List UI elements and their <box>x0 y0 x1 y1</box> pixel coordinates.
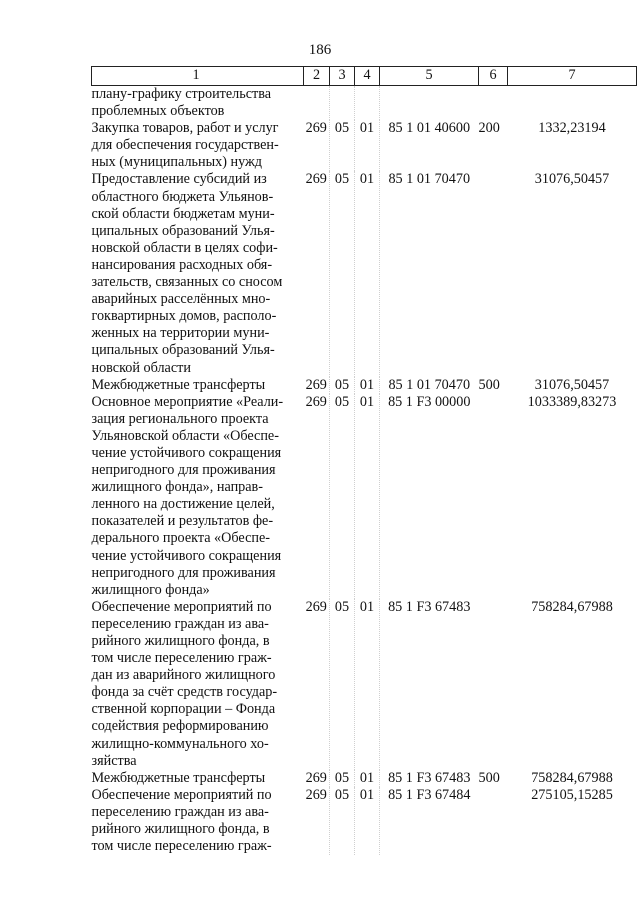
description-line: зация регионального проекта <box>91 410 269 427</box>
section-code: 05 <box>330 394 355 599</box>
expense-type-code <box>479 394 508 599</box>
amount: 758284,67988 <box>531 598 613 615</box>
header-col-6: 6 <box>479 67 508 86</box>
subsection-code: 01 <box>355 394 380 599</box>
target-article-code: 85 1 01 70470 <box>388 171 471 188</box>
description-line: жилищно-коммунального хо- <box>91 735 269 752</box>
section-code <box>330 86 355 121</box>
expense-type-code: 500 <box>478 769 500 786</box>
table-row <box>92 787 637 855</box>
target-article-code: 85 1 F3 00000 <box>388 393 471 410</box>
subsection-code: 01 <box>355 787 380 855</box>
section-code: 05 <box>330 787 355 855</box>
target-article-code: 85 1 F3 67483 <box>388 598 471 615</box>
subsection-code: 01 <box>355 599 380 770</box>
description-line: новской области <box>91 359 191 376</box>
expense-type-code <box>479 787 508 855</box>
description-line: областного бюджета Ульянов- <box>91 188 274 205</box>
admin-code: 269 <box>304 377 330 394</box>
description-line: фонда за счёт средств государ- <box>91 684 278 701</box>
description-line: Межбюджетные трансферты <box>91 376 266 393</box>
description-line: чение устойчивого сокращения <box>91 444 282 461</box>
table-row <box>92 599 637 770</box>
description-line: зательств, связанных со сносом <box>91 274 283 291</box>
amount: 31076,50457 <box>534 376 610 393</box>
table-body <box>92 86 637 856</box>
description-line: нансирования расходных обя- <box>91 256 273 273</box>
target-article-code <box>380 86 479 121</box>
row-description <box>92 394 304 599</box>
subsection-code: 01 <box>355 770 380 787</box>
row-description <box>92 787 304 855</box>
subsection-code: 01 <box>355 377 380 394</box>
table-row <box>92 171 637 376</box>
description-line: аварийных расселённых мно- <box>91 291 271 308</box>
admin-code <box>304 86 330 121</box>
budget-table <box>91 66 637 855</box>
admin-code: 269 <box>304 599 330 770</box>
description-line: ципальных образований Улья- <box>91 342 275 359</box>
description-line: зяйства <box>91 752 137 769</box>
description-line: непригодного для проживания <box>91 564 276 581</box>
amount: 275105,15285 <box>531 786 613 803</box>
section-code: 05 <box>330 377 355 394</box>
description-line: Предоставление субсидий из <box>91 171 267 188</box>
description-line: Закупка товаров, работ и услуг <box>91 120 279 137</box>
description-line: рийного жилищного фонда, в <box>91 821 270 838</box>
target-article-code: 85 1 F3 67483 <box>388 769 471 786</box>
description-line: переселению граждан из ава- <box>91 615 269 632</box>
admin-code: 269 <box>304 787 330 855</box>
amount <box>508 86 637 121</box>
subsection-code <box>355 86 380 121</box>
description-line: проблемных объектов <box>91 103 225 120</box>
row-description <box>92 599 304 770</box>
description-line: том числе переселению граж- <box>91 650 272 667</box>
description-line: дан из аварийного жилищного <box>91 667 276 684</box>
description-line: ных (муниципальных) нужд <box>91 154 263 171</box>
row-description <box>92 120 304 171</box>
description-line: ципальных образований Улья- <box>91 222 275 239</box>
table-row <box>92 86 637 121</box>
description-line: Обеспечение мероприятий по <box>91 786 272 803</box>
description-line: переселению граждан из ава- <box>91 803 269 820</box>
section-code: 05 <box>330 171 355 376</box>
description-line: чение устойчивого сокращения <box>91 547 282 564</box>
description-line: ственной корпорации – Фонда <box>91 701 276 718</box>
description-line: новской области в целях софи- <box>91 239 278 256</box>
section-code: 05 <box>330 770 355 787</box>
description-line: Обеспечение мероприятий по <box>91 598 272 615</box>
description-line: ской области бюджетам муни- <box>91 205 275 222</box>
table-row <box>92 770 637 787</box>
header-col-7: 7 <box>508 67 637 86</box>
target-article-code: 85 1 01 70470 <box>388 376 471 393</box>
description-line: Основное мероприятие «Реали- <box>91 393 284 410</box>
header-col-2: 2 <box>304 67 330 86</box>
admin-code: 269 <box>304 394 330 599</box>
amount: 31076,50457 <box>534 171 610 188</box>
row-description <box>92 770 304 787</box>
subsection-code: 01 <box>355 120 380 171</box>
row-description <box>92 171 304 376</box>
description-line: для обеспечения государствен- <box>91 137 279 154</box>
section-code: 05 <box>330 599 355 770</box>
description-line: женных на территории муни- <box>91 325 270 342</box>
expense-type-code <box>479 599 508 770</box>
expense-type-code <box>479 171 508 376</box>
amount: 758284,67988 <box>531 769 613 786</box>
admin-code: 269 <box>304 770 330 787</box>
expense-type-code: 500 <box>478 376 500 393</box>
description-line: плану-графику строительства <box>91 86 272 102</box>
table-row <box>92 394 637 599</box>
target-article-code: 85 1 F3 67484 <box>388 786 471 803</box>
page-number: 186 <box>308 42 332 58</box>
description-line: Ульяновской области «Обеспе- <box>91 427 279 444</box>
description-line: Межбюджетные трансферты <box>91 769 266 786</box>
description-line: содействия реформированию <box>91 718 269 735</box>
table-row <box>92 120 637 171</box>
target-article-code: 85 1 01 40600 <box>388 120 471 137</box>
section-code: 05 <box>330 120 355 171</box>
row-description <box>92 86 304 121</box>
header-col-4: 4 <box>355 67 380 86</box>
description-line: гоквартирных домов, располо- <box>91 308 277 325</box>
expense-type-code: 200 <box>478 120 500 137</box>
header-col-1: 1 <box>92 67 304 86</box>
subsection-code: 01 <box>355 171 380 376</box>
header-col-5: 5 <box>380 67 479 86</box>
description-line: показателей и результатов фе- <box>91 513 274 530</box>
description-line: том числе переселению граж- <box>91 838 272 855</box>
description-line: жилищного фонда» <box>91 581 210 598</box>
table-header-row <box>92 67 637 86</box>
description-line: рийного жилищного фонда, в <box>91 633 270 649</box>
description-line: ленного на достижение целей, <box>91 496 275 513</box>
expense-type-code <box>479 86 508 121</box>
amount: 1033389,83273 <box>527 393 617 410</box>
row-description <box>92 377 304 394</box>
amount: 1332,23194 <box>538 120 606 137</box>
description-line: дерального проекта «Обеспе- <box>91 530 270 547</box>
header-col-3: 3 <box>330 67 355 86</box>
admin-code: 269 <box>304 171 330 376</box>
description-line: жилищного фонда», направ- <box>91 479 263 496</box>
table-row <box>92 377 637 394</box>
admin-code: 269 <box>304 120 330 171</box>
description-line: непригодного для проживания <box>91 462 276 479</box>
